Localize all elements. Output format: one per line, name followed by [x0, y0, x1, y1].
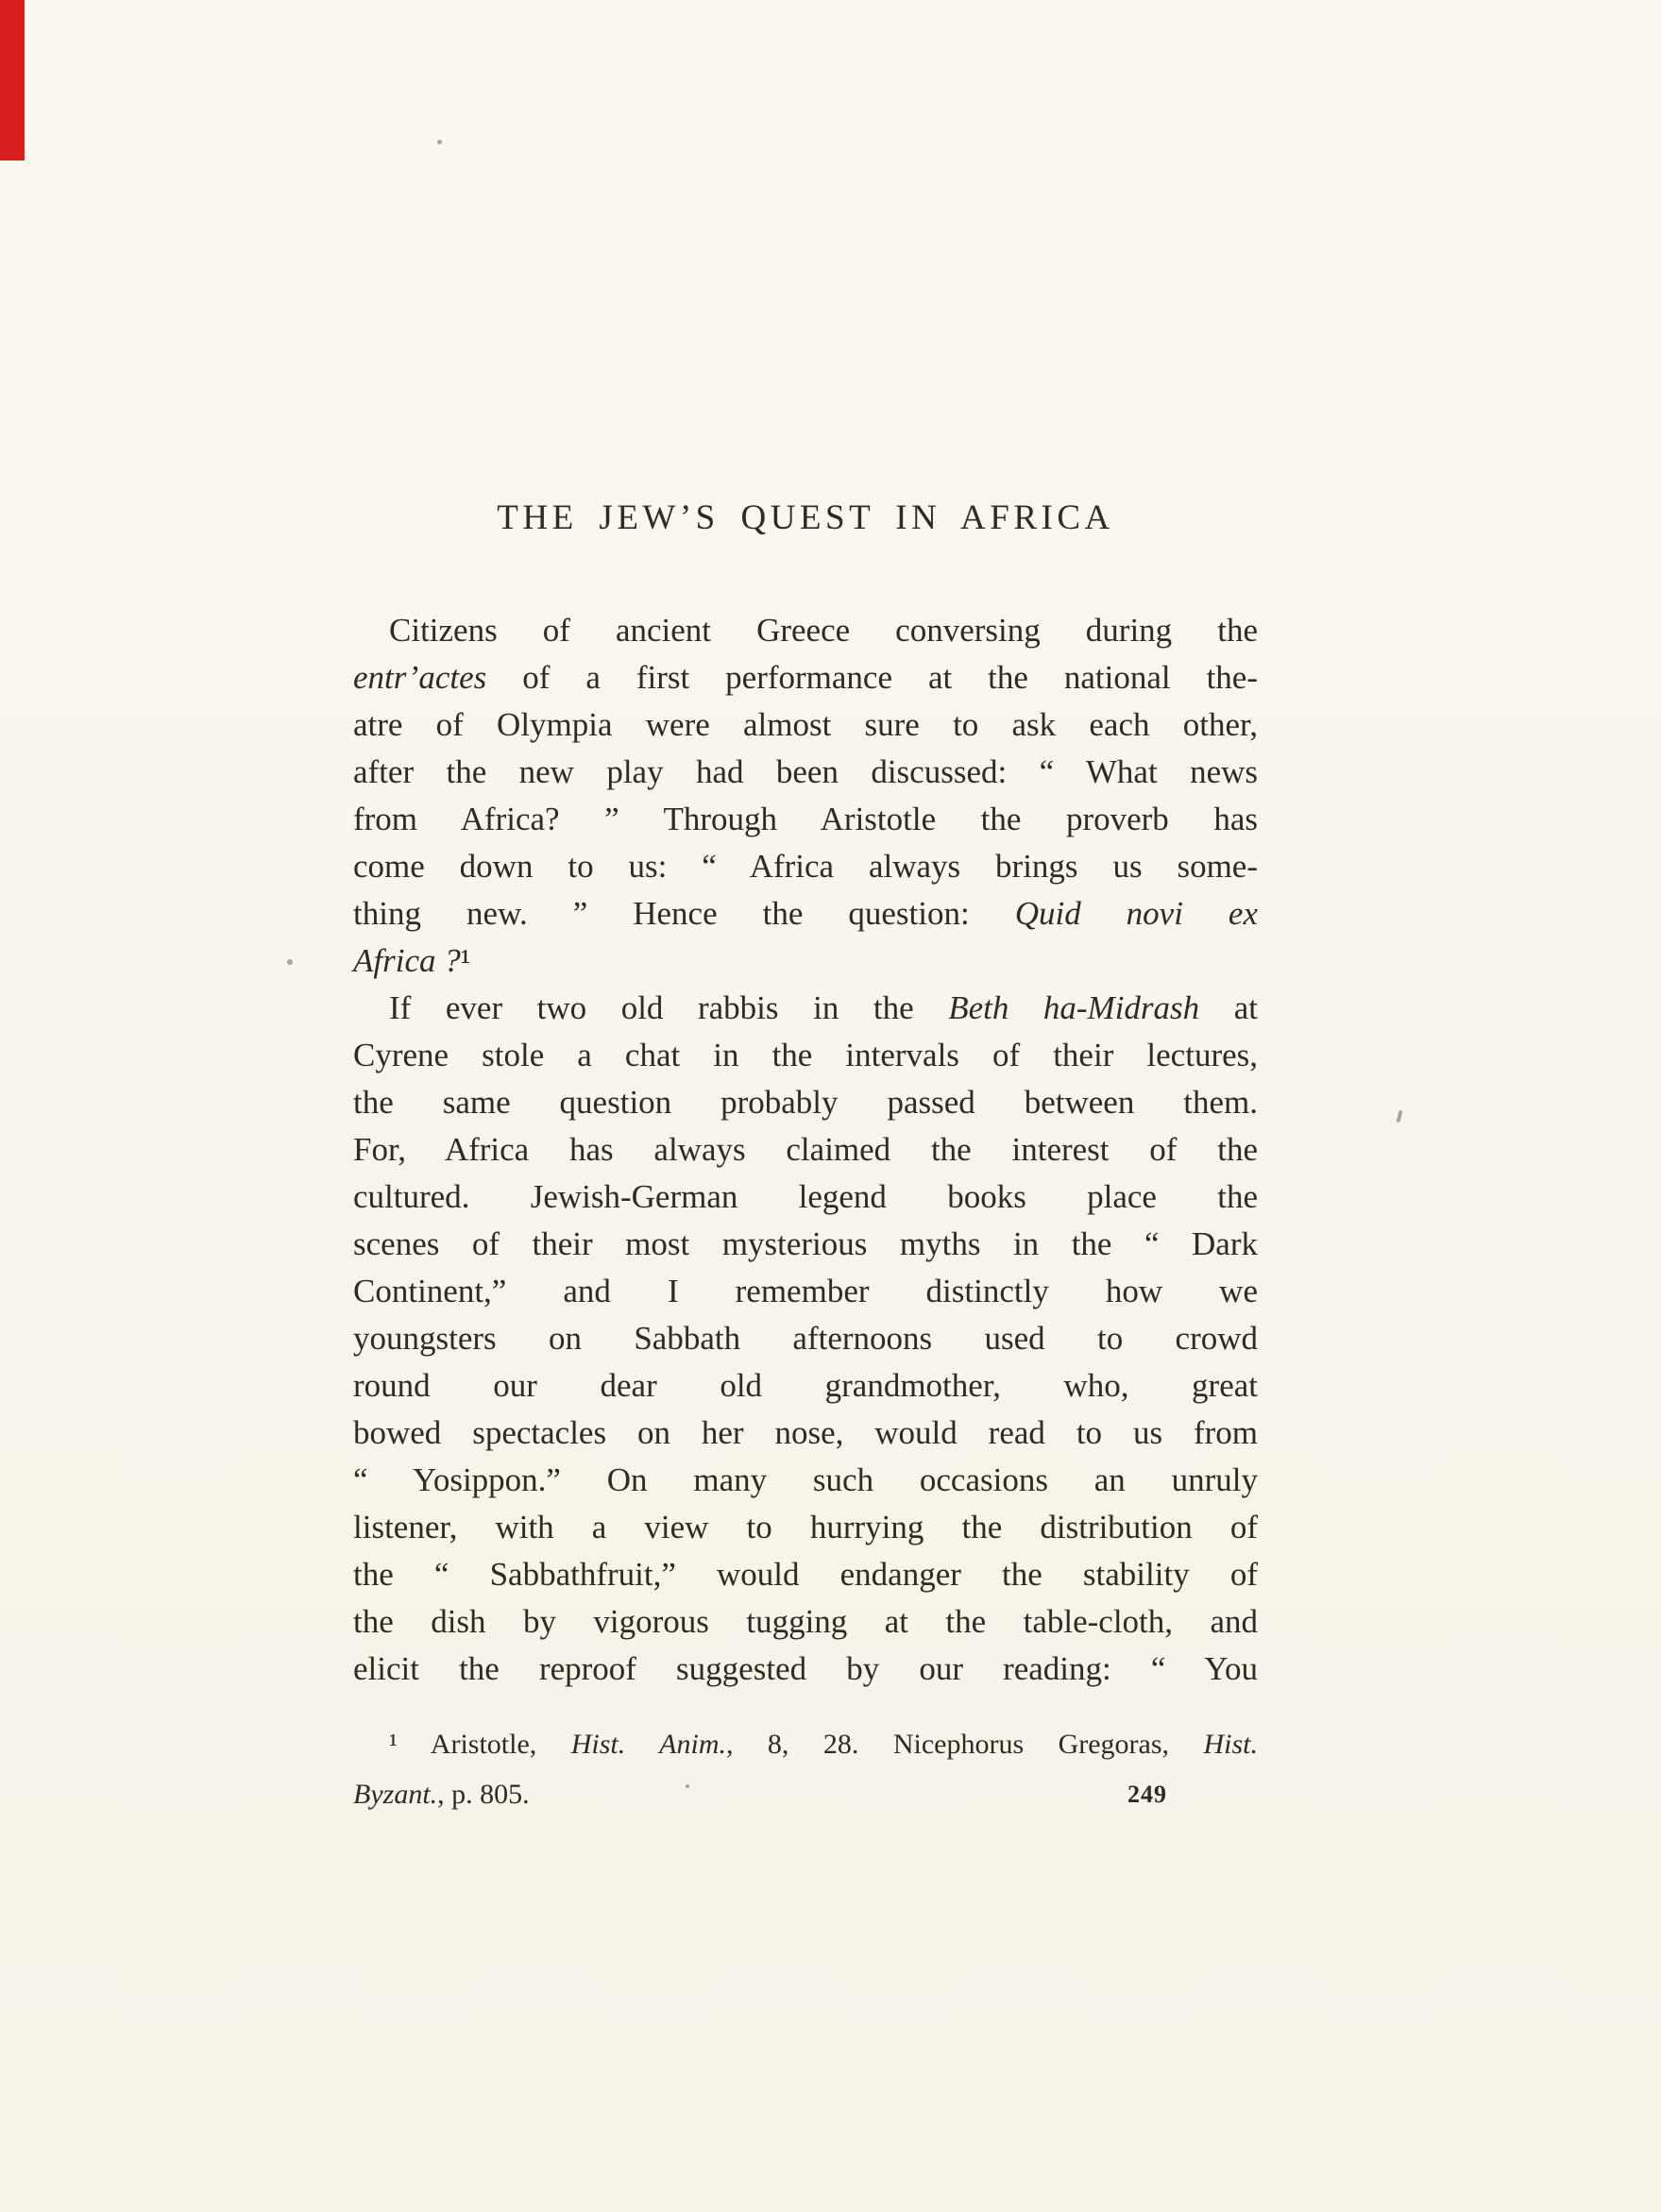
text-line: [353, 654, 1258, 701]
text-segment: youngsters on Sabbath afternoons used to crowd: [353, 1320, 1258, 1357]
text-line: [353, 985, 1258, 1032]
text-line: [353, 890, 1258, 937]
text-line: [353, 1362, 1258, 1410]
text-segment: , p. 805.: [437, 1779, 530, 1810]
text-line: [353, 1598, 1258, 1646]
text-segment: thing new. ” Hence the question:: [353, 895, 1015, 932]
page-title: THE JEW’S QUEST IN AFRICA: [497, 498, 1114, 537]
text-line: [353, 1221, 1258, 1268]
italic-text: entr’actes: [353, 659, 487, 696]
text-line: [353, 1719, 1258, 1769]
text-segment: from Africa? ” Through Aristotle the proverb has: [353, 801, 1258, 837]
paragraph: [353, 985, 1258, 1693]
text-segment: “ Yosippon.” On many such occasions an unruly: [353, 1461, 1258, 1498]
italic-text: Hist. Anim.: [570, 1729, 726, 1760]
text-segment: Citizens of ancient Greece conversing during the: [389, 612, 1258, 649]
scan-speck: [1396, 1110, 1402, 1123]
scan-speck: [287, 959, 293, 965]
text-segment: ¹: [460, 942, 471, 979]
text-line: [353, 937, 1258, 985]
text-segment: , 8, 28. Nicephorus Gregoras,: [725, 1729, 1204, 1760]
body-text: [353, 607, 1258, 1693]
text-segment: Cyrene stole a chat in the intervals of their lectures,: [353, 1037, 1258, 1073]
text-segment: For, Africa has always claimed the interest of the: [353, 1131, 1258, 1168]
italic-text: Byzant.: [353, 1779, 438, 1810]
text-segment: come down to us: “ Africa always brings us some-: [353, 848, 1258, 885]
scan-artifact-red-strip: [0, 0, 25, 160]
text-segment: Continent,” and I remember distinctly how we: [353, 1273, 1258, 1309]
page-number: 249: [1127, 1781, 1167, 1808]
text-segment: atre of Olympia were almost sure to ask each other,: [353, 706, 1258, 743]
text-block: [353, 498, 1258, 1819]
text-segment: of a first performance at the national the-: [486, 659, 1258, 696]
text-line: [353, 1174, 1258, 1221]
text-segment: ¹ Aristotle,: [389, 1729, 571, 1760]
paragraph: [353, 607, 1258, 985]
text-line: [353, 1079, 1258, 1126]
text-line: [353, 749, 1258, 796]
text-line: [353, 1504, 1258, 1551]
text-line: [353, 1646, 1258, 1693]
text-line: [353, 1457, 1258, 1504]
italic-text: Quid novi ex: [1014, 895, 1258, 932]
text-segment: at: [1199, 989, 1259, 1026]
italic-text: Hist.: [1203, 1729, 1259, 1760]
text-line: [353, 701, 1258, 749]
text-segment: after the new play had been discussed: “ What news: [353, 753, 1258, 790]
text-line: [353, 1315, 1258, 1362]
text-segment: the dish by vigorous tugging at the table-cloth, and: [353, 1603, 1258, 1640]
text-line: [353, 1126, 1258, 1174]
text-line: [353, 1410, 1258, 1457]
text-line: [353, 1551, 1258, 1598]
text-line: [353, 1032, 1258, 1079]
text-line: [353, 843, 1258, 890]
text-segment: listener, with a view to hurrying the distribution of: [353, 1509, 1258, 1545]
text-segment: round our dear old grandmother, who, great: [353, 1367, 1258, 1404]
text-segment: the “ Sabbathfruit,” would endanger the stability of: [353, 1556, 1258, 1593]
italic-text: Africa ?: [353, 942, 461, 979]
text-segment: scenes of their most mysterious myths in the “ Dark: [353, 1225, 1258, 1262]
scan-speck: [437, 140, 442, 144]
text-segment: bowed spectacles on her nose, would read to us from: [353, 1414, 1258, 1451]
text-line: [353, 1268, 1258, 1315]
text-line: [353, 607, 1258, 654]
text-segment: If ever two old rabbis in the: [389, 989, 949, 1026]
text-line: [353, 796, 1258, 843]
text-segment: the same question probably passed between them.: [353, 1084, 1258, 1121]
text-segment: elicit the reproof suggested by our reading: “ You: [353, 1650, 1258, 1687]
italic-text: Beth ha-Midrash: [948, 989, 1200, 1026]
text-segment: cultured. Jewish-German legend books place the: [353, 1178, 1258, 1215]
